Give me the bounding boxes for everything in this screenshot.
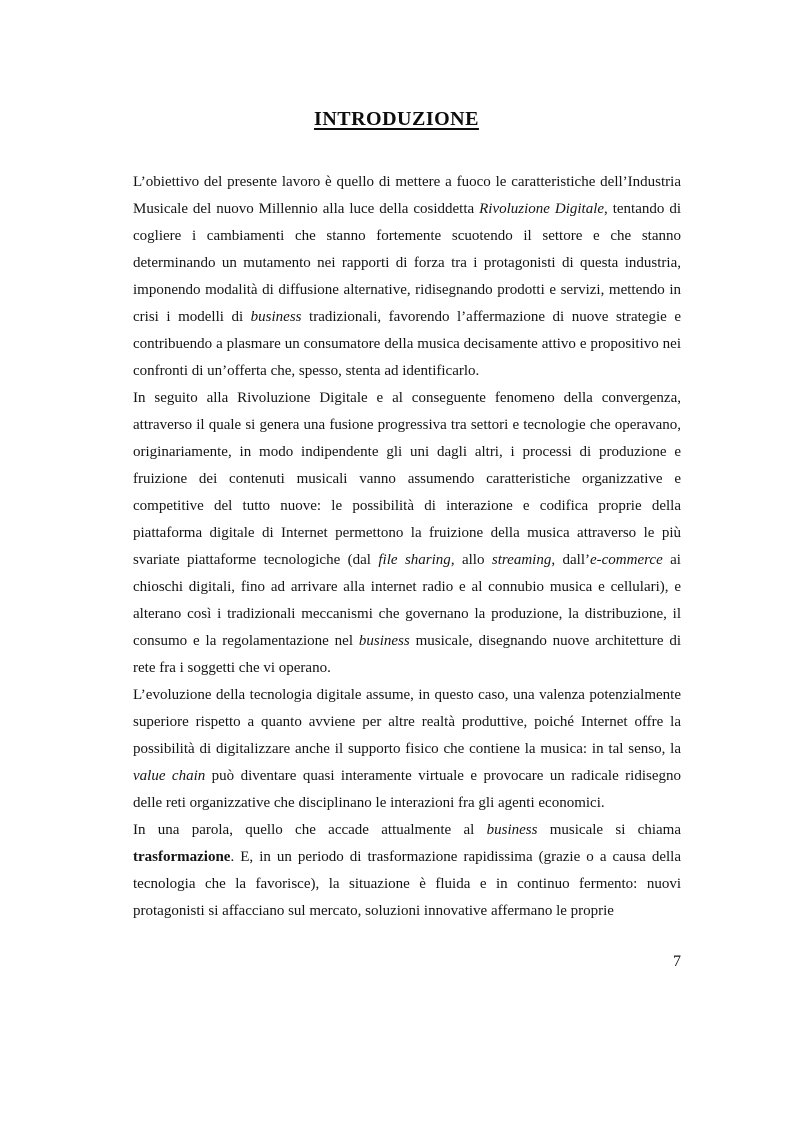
paragraph [133, 169, 681, 385]
page-title: INTRODUZIONE [314, 108, 479, 130]
text-run: trasformazione [133, 849, 231, 865]
paragraph [133, 817, 681, 925]
text-run: , tentando di cogliere i cambiamenti che stanno fortemente scuotendo il settore e che stanno determinando un mutamento nei rapporti di forza tra i protagonisti di questa industria, imponendo modalità di diffusione alternative, ridisegnando prodotti e servizi, mettendo in crisi i modelli di [133, 201, 681, 325]
text-run: tradizionali, favorendo l’affermazione di nuove strategie e contribuendo a plasmare un consumatore della musica decisamente attivo e propositivo nei confronti di un’offerta che, spesso, stenta ad identificarlo. [133, 309, 681, 379]
text-run: , allo [450, 552, 492, 568]
text-run: musicale si chiama [537, 822, 681, 838]
paragraph [133, 682, 681, 817]
text-run: business [486, 822, 538, 838]
paragraph [133, 385, 681, 682]
text-run: value chain [133, 768, 206, 784]
text-run: e-commerce [590, 552, 663, 568]
document-body [133, 169, 681, 925]
text-run: business [250, 309, 302, 325]
page-number: 7 [673, 953, 681, 970]
text-run: L’evoluzione della tecnologia digitale assume, in questo caso, una valenza potenzialmente superiore rispetto a quanto avviene per altre realtà produttive, poiché Internet offre la possibilità di digitalizzare anche il supporto fisico che contiene la musica: in tal senso, la [133, 687, 681, 757]
text-run: ai chioschi digitali, fino ad arrivare alla internet radio e al connubio musica e cellulari), e alterano così i tradizionali meccanismi che governano la produzione, la distribuzione, il consumo e la regolamentazione nel [133, 552, 681, 649]
text-run: Rivoluzione Digitale [479, 201, 605, 217]
text-run: In seguito alla Rivoluzione Digitale e al conseguente fenomeno della convergenza, attraverso il quale si genera una fusione progressiva tra settori e tecnologie che operavano, originariamente, in modo indipendente gli uni dagli altri, i processi di produzione e fruizione dei contenuti musicali vanno assumendo caratteristiche organizzative e competitive del tutto nuove: le possibilità di interazione e codifica proprie della piattaforma digitale di Internet permettono la fruizione della musica attraverso le più svariate piattaforme tecnologiche (dal [133, 390, 681, 568]
text-run: . E, in un periodo di trasformazione rapidissima (grazie o a causa della tecnologia che la favorisce), la situazione è fluida e in continuo fermento: nuovi protagonisti si affacciano sul mercato, soluzioni innovative affermano le proprie [133, 849, 681, 919]
text-run: streaming [491, 552, 552, 568]
text-run: business [358, 633, 410, 649]
text-run: file sharing [378, 552, 451, 568]
text-run: musicale, disegnando nuove architetture di rete fra i soggetti che vi operano. [133, 633, 681, 676]
text-run: L’obiettivo del presente lavoro è quello di mettere a fuoco le caratteristiche dell’Industria Musicale del nuovo Millennio alla luce della cosiddetta [133, 174, 681, 217]
text-run: , dall’ [551, 552, 590, 568]
text-run: In una parola, quello che accade attualmente al [133, 822, 487, 838]
text-run: può diventare quasi interamente virtuale e provocare un radicale ridisegno delle reti organizzative che disciplinano le interazioni fra gli agenti economici. [133, 768, 682, 811]
